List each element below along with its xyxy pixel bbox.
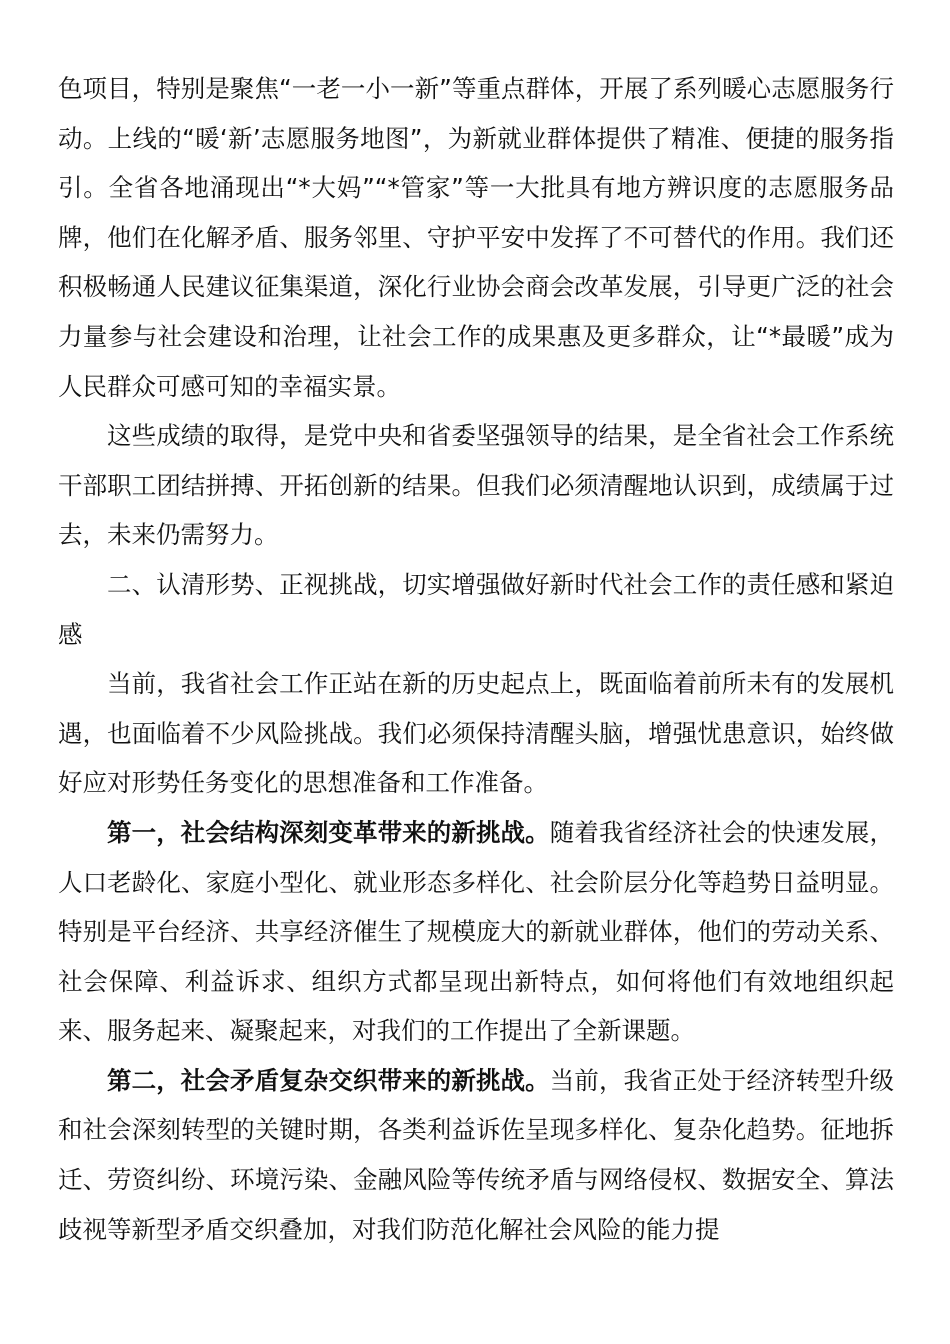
paragraph-achievements-summary [58,411,894,560]
paragraph-text: 这些成绩的取得，是党中央和省委坚强领导的结果，是全省社会工作系统干部职工团结拼搏、开拓创新的结果。但我们必须清醒地认识到，成绩属于过去，未来仍需努力。 [58,421,894,550]
paragraph-challenge-one [58,808,894,1056]
paragraph-text: 当前，我省社会工作正站在新的历史起点上，既面临着前所未有的发展机遇，也面临着不少风险挑战。我们必须保持清醒头脑，增强忧患意识，始终做好应对形势任务变化的思想准备和工作准备。 [58,669,894,798]
paragraph-lead-bold: 第二，社会矛盾复杂交织带来的新挑战。 [107,1065,550,1095]
paragraph-volunteer-services [58,64,894,411]
document-body [58,64,894,1254]
paragraph-current-situation [58,659,894,808]
section-heading-text: 二、认清形势、正视挑战，切实增强做好新时代社会工作的责任感和紧迫感 [58,569,894,649]
paragraph-text: 随着我省经济社会的快速发展，人口老龄化、家庭小型化、就业形态多样化、社会阶层分化等趋势日益明显。特别是平台经济、共享经济催生了规模庞大的新就业群体，他们的劳动关系、社会保障、利益诉求、组织方式都呈现出新特点，如何将他们有效地组织起来、服务起来、凝聚起来，对我们的工作提出了全新课题。 [58,817,895,1046]
paragraph-text: 当前，我省正处于经济转型升级和社会深刻转型的关键时期，各类利益诉佐呈现多样化、复杂化趋势。征地拆迁、劳资纠纷、环境污染、金融风险等传统矛盾与网络侵权、数据安全、算法歧视等新型矛盾交织叠加，对我们防范化解社会风险的能力提 [58,1065,895,1244]
paragraph-text: 色项目，特别是聚焦“一老一小一新”等重点群体，开展了系列暖心志愿服务行动。上线的“暖‘新’志愿服务地图”，为新就业群体提供了精准、便捷的服务指引。全省各地涌现出“*大妈”“*管家”等一大批具有地方辨识度的志愿服务品牌，他们在化解矛盾、服务邻里、守护平安中发挥了不可替代的作用。我们还积极畅通人民建议征集渠道，深化行业协会商会改革发展，引导更广泛的社会力量参与社会建设和治理，让社会工作的成果惠及更多群众，让“*最暖”成为人民群众可感可知的幸福实景。 [58,74,894,401]
paragraph-lead-bold: 第一，社会结构深刻变革带来的新挑战。 [107,817,550,847]
section-heading-two [58,560,894,659]
paragraph-challenge-two [58,1056,894,1254]
